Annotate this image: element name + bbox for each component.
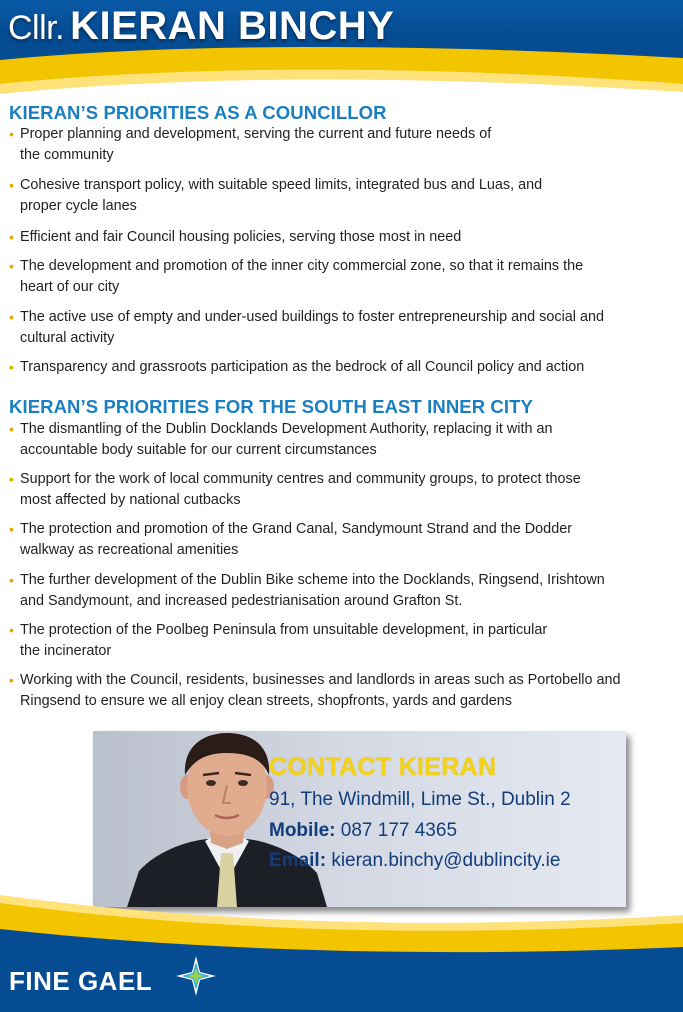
list-item xyxy=(9,620,669,662)
list-item-line: accountable body suitable for our current circumstances xyxy=(20,442,377,458)
bullet-dot-icon: • xyxy=(9,421,14,437)
list-item-line: Efficient and fair Council housing policies, serving those most in need xyxy=(20,229,462,245)
contact-mobile xyxy=(269,820,457,842)
contact-panel xyxy=(93,731,626,907)
list-item-line: and Sandymount, and increased pedestrianisation around Grafton St. xyxy=(20,593,463,609)
fine-gael-logo-text: FINE GAEL xyxy=(9,966,153,996)
list-item xyxy=(9,256,669,298)
councillor-priorities-heading: KIERAN’S PRIORITIES AS A COUNCILLOR xyxy=(9,102,387,123)
title-prefix: Cllr. xyxy=(8,9,65,47)
mobile-label: Mobile: xyxy=(269,820,336,841)
list-item-line: Working with the Council, residents, businesses and landlords in areas such as Portobello and xyxy=(20,672,621,688)
mobile-number[interactable]: 087 177 4365 xyxy=(340,820,458,841)
contact-heading: CONTACT KIERAN xyxy=(269,753,497,781)
bullet-dot-icon: • xyxy=(9,309,14,325)
list-item xyxy=(9,357,669,378)
list-item-line: walkway as recreational amenities xyxy=(20,542,239,558)
bullet-dot-icon: • xyxy=(9,572,14,588)
title-name: KIERAN BINCHY xyxy=(70,4,395,48)
list-item-line: The protection and promotion of the Grand Canal, Sandymount Strand and the Dodder xyxy=(20,521,572,537)
bullet-dot-icon: • xyxy=(9,229,14,245)
list-item-line: The development and promotion of the inner city commercial zone, so that it remains the xyxy=(20,258,584,274)
bullet-dot-icon: • xyxy=(9,622,14,638)
list-item-line: the incinerator xyxy=(20,643,112,659)
list-item-line: heart of our city xyxy=(20,279,120,295)
bullet-dot-icon: • xyxy=(9,177,14,193)
list-item-line: most affected by national cutbacks xyxy=(20,492,241,508)
list-item-line: cultural activity xyxy=(20,330,115,346)
list-item xyxy=(9,307,669,349)
list-item-line: Ringsend to ensure we all enjoy clean streets, shopfronts, yards and gardens xyxy=(20,693,512,709)
page-title xyxy=(8,4,394,49)
inner-city-priorities-heading: KIERAN’S PRIORITIES FOR THE SOUTH EAST INNER CITY xyxy=(9,396,533,417)
list-item-line: The further development of the Dublin Bike scheme into the Docklands, Ringsend, Irishtown xyxy=(20,572,605,588)
list-item xyxy=(9,519,669,561)
list-item-line: Cohesive transport policy, with suitable speed limits, integrated bus and Luas, and xyxy=(20,177,543,193)
fine-gael-star-icon xyxy=(176,956,216,996)
list-item xyxy=(9,175,669,217)
bullet-dot-icon: • xyxy=(9,521,14,537)
list-item xyxy=(9,419,669,461)
email-label: Email: xyxy=(269,850,327,871)
bullet-dot-icon: • xyxy=(9,471,14,487)
list-item-line: The protection of the Poolbeg Peninsula from unsuitable development, in particular xyxy=(20,622,548,638)
list-item xyxy=(9,570,669,612)
bullet-dot-icon: • xyxy=(9,126,14,142)
email-address[interactable]: kieran.binchy@dublincity.ie xyxy=(331,850,561,871)
bullet-dot-icon: • xyxy=(9,258,14,274)
bullet-dot-icon: • xyxy=(9,672,14,688)
bullet-dot-icon: • xyxy=(9,359,14,375)
list-item-line: The active use of empty and under-used buildings to foster entrepreneurship and social and xyxy=(20,309,604,325)
list-item xyxy=(9,469,669,511)
contact-email xyxy=(269,850,560,872)
list-item xyxy=(9,124,669,166)
list-item-line: The dismantling of the Dublin Docklands Development Authority, replacing it with an xyxy=(20,421,553,437)
list-item-line: proper cycle lanes xyxy=(20,198,137,214)
list-item-line: Proper planning and development, serving the current and future needs of xyxy=(20,126,492,142)
contact-address: 91, The Windmill, Lime St., Dublin 2 xyxy=(269,789,571,810)
list-item-line: the community xyxy=(20,147,114,163)
list-item-line: Transparency and grassroots participation as the bedrock of all Council policy and action xyxy=(20,359,585,375)
list-item xyxy=(9,670,669,712)
list-item xyxy=(9,227,669,248)
list-item-line: Support for the work of local community centres and community groups, to protect those xyxy=(20,471,581,487)
